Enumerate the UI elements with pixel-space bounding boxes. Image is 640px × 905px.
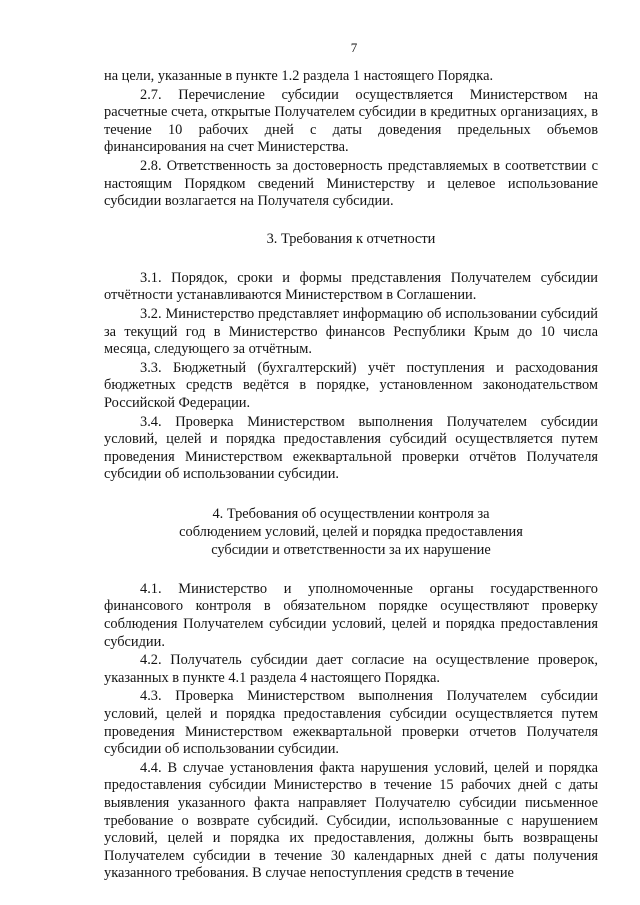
section-3-heading-line: 3. Требования к отчетности xyxy=(266,230,436,247)
paragraph-2-8: 2.8. Ответственность за достоверность представляемых в соответствии с настоящим Порядком сведений Министерству и целевое использование субсидии возлагается на Получателя субсидии. xyxy=(104,157,598,210)
paragraph-3-4: 3.4. Проверка Министерством выполнения Получателем субсидии условий, целей и порядка предоставления субсидий осуществляется путем проведения Министерством ежеквартальной проверки отчётов Получателя субсидии об использовании субсидии. xyxy=(104,413,598,483)
paragraph-4-3: 4.3. Проверка Министерством выполнения Получателем субсидии условий, целей и порядка предоставления субсидии осуществляется путем проведения Министерством ежеквартальной проверки отчетов Получателя субсидии об использовании субсидии. xyxy=(104,688,598,758)
paragraph-3-2: 3.2. Министерство представляет информацию об использовании субсидий за текущий год в Министерство финансов Республики Крым до 10 числа месяца, следующего за отчётным. xyxy=(104,305,598,358)
paragraph-4-2: 4.2. Получатель субсидии дает согласие на осуществление проверок, указанных в пункте 4.1 раздела 4 настоящего Порядка. xyxy=(104,652,598,686)
section-4-heading-line-3: субсидии и ответственности за их нарушение xyxy=(211,541,491,558)
section-4-heading-line-1: 4. Требования об осуществлении контроля за xyxy=(212,505,490,522)
paragraph-4-1: 4.1. Министерство и уполномоченные органы государственного финансового контроля в обязательном порядке осуществляют проверку соблюдения Получателем субсидии условий, целей и порядка предоставления субсидии. xyxy=(104,580,598,650)
paragraph-3-1: 3.1. Порядок, сроки и формы представления Получателем субсидии отчётности устанавливаются Министерством в Соглашении. xyxy=(104,269,598,304)
section-4-heading xyxy=(104,505,598,559)
paragraph-4-4: 4.4. В случае установления факта нарушения условий, целей и порядка предоставления субсидии Министерство в течение 15 рабочих дней с даты выявления указанного факта направляет Получателю субсидии письменное требование о возврате субсидий. Субсидии, использованные с нарушением условий, целей и порядка их предоставления, должны быть возвращены Получателем субсидии в течение 30 календарных дней с даты получения указанного требования. В случае непоступления средств в течение xyxy=(104,759,598,882)
paragraph-2-6-end: на цели, указанные в пункте 1.2 раздела 1 настоящего Порядка. xyxy=(104,68,494,84)
paragraph-2-7: 2.7. Перечисление субсидии осуществляется Министерством на расчетные счета, открытые Получателем субсидии в кредитных организациях, в течение 10 рабочих дней с даты доведения предельных объемов финансирования на счет Министерства. xyxy=(104,86,598,156)
paragraph-3-3: 3.3. Бюджетный (бухгалтерский) учёт поступления и расходования бюджетных средств ведётся в порядке, установленном законодательством Российской Федерации. xyxy=(104,359,598,411)
document-page xyxy=(104,40,598,884)
page-number: 7 xyxy=(350,40,358,55)
section-3-heading xyxy=(104,230,598,248)
section-4-heading-line-2: соблюдением условий, целей и порядка предоставления xyxy=(179,523,523,540)
